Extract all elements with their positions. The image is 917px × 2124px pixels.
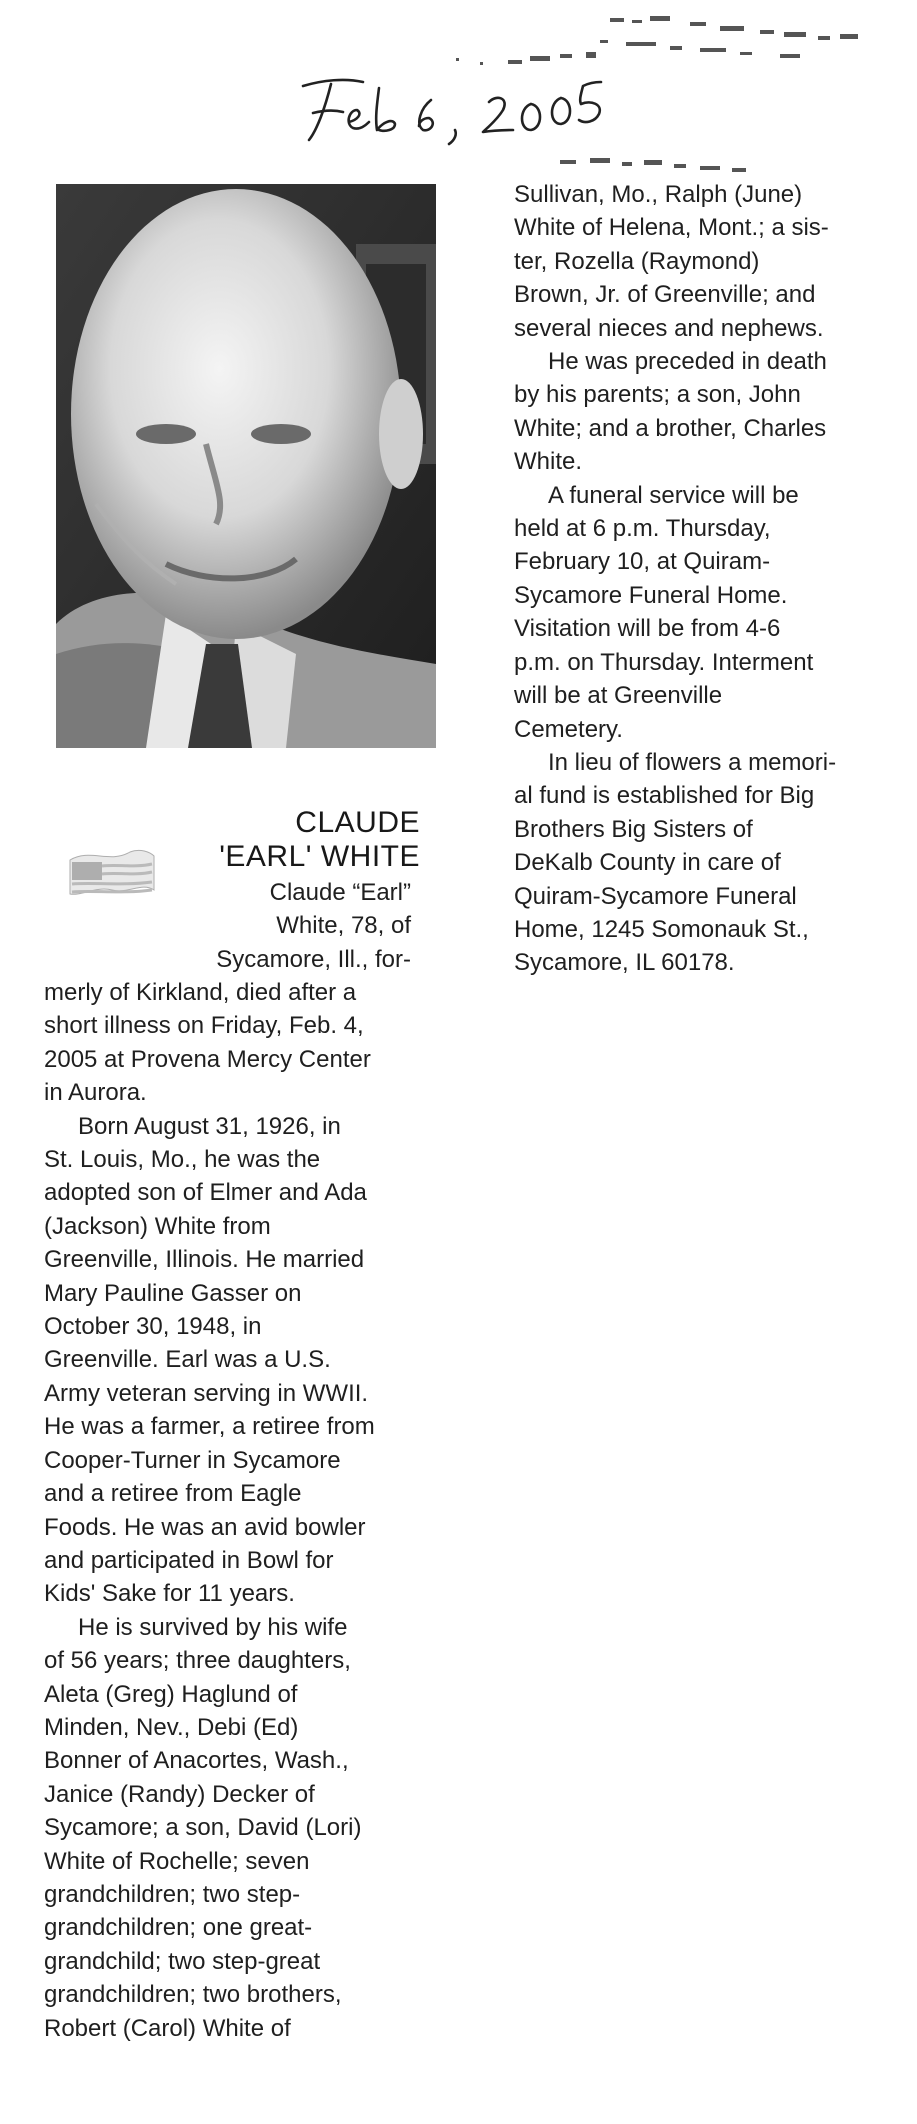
body-line: Home, 1245 Somonauk St., (514, 915, 809, 943)
body-line: Sycamore; a son, David (Lori) (44, 1814, 362, 1842)
photocopy-noise (400, 10, 880, 180)
title-line-2: 'EARL' WHITE (219, 840, 420, 873)
body-line: of 56 years; three daughters, (44, 1647, 351, 1675)
body-line: Foods. He was an avid bowler (44, 1513, 366, 1541)
intro-line: White, 78, of (276, 912, 411, 940)
intro-line: Sycamore, Ill., for- (216, 945, 411, 973)
body-line: October 30, 1948, in (44, 1313, 262, 1341)
body-line: Bonner of Anacortes, Wash., (44, 1747, 349, 1775)
body-line: Kids' Sake for 11 years. (44, 1580, 295, 1608)
body-line: grandchildren; two step- (44, 1880, 301, 1908)
body-line: al fund is established for Big (514, 782, 815, 810)
body-line: Cemetery. (514, 715, 623, 743)
body-line: Greenville. Earl was a U.S. (44, 1346, 331, 1374)
body-line: Brown, Jr. of Greenville; and (514, 281, 816, 309)
body-line: Sullivan, Mo., Ralph (June) (514, 181, 803, 208)
body-line: Cooper-Turner in Sycamore (44, 1446, 341, 1474)
body-line: grandchild; two step-great (44, 1947, 321, 1975)
body-line: will be at Greenville (514, 682, 723, 710)
title-line-1: CLAUDE (295, 806, 420, 839)
body-line: Born August 31, 1926, in (78, 1112, 341, 1140)
body-line: several nieces and nephews. (514, 314, 824, 342)
flag-icon (62, 842, 160, 902)
body-line: held at 6 p.m. Thursday, (514, 515, 771, 543)
body-line: White. (514, 448, 583, 476)
body-line: St. Louis, Mo., he was the (44, 1146, 321, 1174)
body-line: White; and a brother, Charles (514, 414, 827, 442)
left-column-text (44, 976, 414, 2045)
body-line: p.m. on Thursday. Interment (514, 648, 814, 676)
body-line: Greenville, Illinois. He married (44, 1246, 365, 1274)
body-line: Aleta (Greg) Haglund of (44, 1680, 298, 1708)
body-line: Army veteran serving in WWII. (44, 1379, 369, 1407)
portrait-photo (56, 184, 436, 748)
body-line: and a retiree from Eagle (44, 1480, 302, 1508)
body-line: 2005 at Provena Mercy Center (44, 1045, 371, 1073)
body-line: Mary Pauline Gasser on (44, 1279, 302, 1307)
body-line: Sycamore, IL 60178. (514, 949, 735, 977)
body-line: merly of Kirkland, died after a (44, 979, 357, 1006)
body-line: DeKalb County in care of (514, 849, 781, 877)
body-line: in Aurora. (44, 1079, 147, 1107)
body-line: grandchildren; two brothers, (44, 1981, 342, 2009)
body-line: by his parents; a son, John (514, 381, 801, 409)
obituary-title (150, 806, 420, 874)
body-line: ter, Rozella (Raymond) (514, 247, 760, 275)
body-line: White of Rochelle; seven (44, 1847, 310, 1875)
body-line: Minden, Nev., Debi (Ed) (44, 1713, 299, 1741)
body-line: Quiram-Sycamore Funeral (514, 882, 797, 910)
body-line: He was preceded in death (548, 348, 827, 376)
body-line: Visitation will be from 4-6 (514, 615, 781, 643)
intro-line: Claude “Earl” (269, 879, 411, 906)
body-line: Sycamore Funeral Home. (514, 581, 788, 609)
body-line: In lieu of flowers a memori- (548, 748, 837, 776)
body-line: White of Helena, Mont.; a sis- (514, 214, 829, 242)
body-line: adopted son of Elmer and Ada (44, 1179, 367, 1207)
body-line: Janice (Randy) Decker of (44, 1780, 315, 1808)
body-line: Robert (Carol) White of (44, 2014, 291, 2042)
body-line: short illness on Friday, Feb. 4, (44, 1012, 364, 1040)
body-line: He is survived by his wife (78, 1613, 348, 1641)
body-line: February 10, at Quiram- (514, 548, 771, 576)
body-line: and participated in Bowl for (44, 1546, 334, 1574)
right-column-text (514, 178, 894, 980)
intro-paragraph (178, 876, 411, 976)
body-line: He was a farmer, a retiree from (44, 1413, 375, 1441)
body-line: A funeral service will be (548, 481, 799, 509)
body-line: grandchildren; one great- (44, 1914, 313, 1942)
body-line: Brothers Big Sisters of (514, 815, 753, 843)
flag-icon-drawing (62, 842, 160, 902)
body-line: (Jackson) White from (44, 1212, 271, 1240)
portrait-photo-drawing (56, 184, 436, 748)
